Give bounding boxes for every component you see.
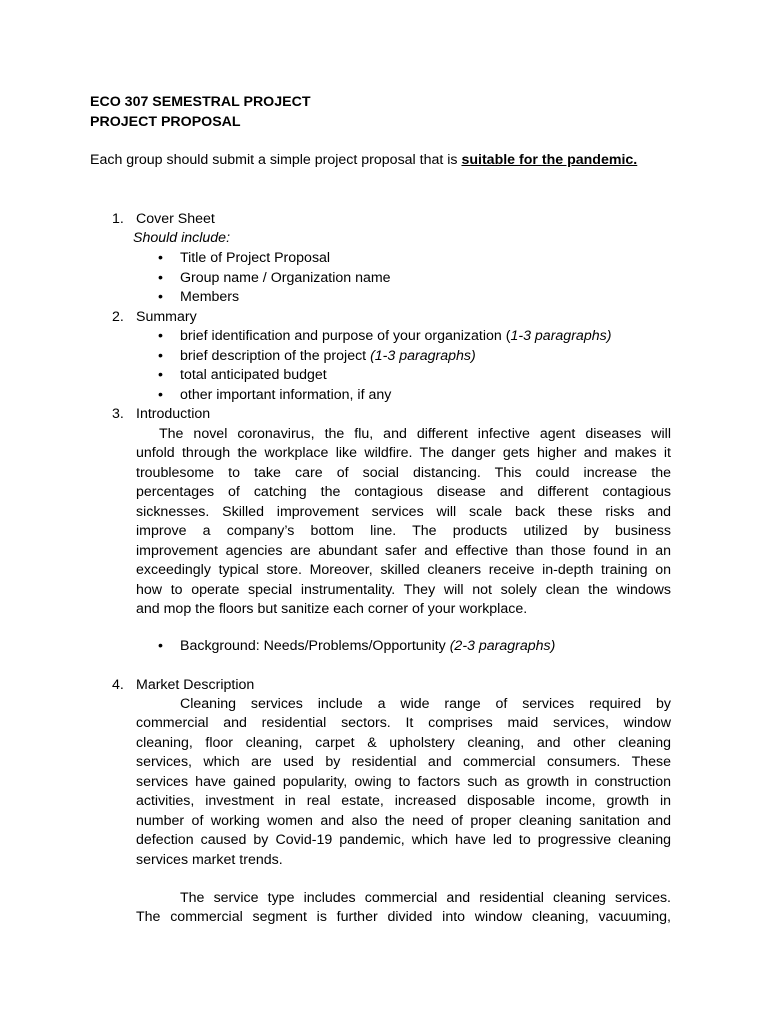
document-title: PROJECT PROPOSAL <box>90 114 241 130</box>
bullet-icon: • <box>158 348 163 364</box>
section-1-label: Cover Sheet <box>136 211 215 227</box>
list-item: total anticipated budget <box>180 367 327 383</box>
list-item: other important information, if any <box>180 387 392 403</box>
list-item: Background: Needs/Problems/Opportunity (2-3 paragraphs) <box>180 638 556 654</box>
list-item: Group name / Organization name <box>180 270 391 286</box>
bullet-icon: • <box>158 328 163 344</box>
list-item: Members <box>180 289 240 305</box>
section-2-label: Summary <box>136 309 197 325</box>
section-3-number: 3. <box>112 406 124 422</box>
list-item: brief identification and purpose of your organization (1-3 paragraphs) <box>180 328 612 344</box>
section-4-number: 4. <box>112 677 124 693</box>
section-3-label: Introduction <box>136 406 211 422</box>
bullet-icon: • <box>158 387 163 403</box>
course-heading: ECO 307 SEMESTRAL PROJECT <box>90 94 311 110</box>
bullet-icon: • <box>158 367 163 383</box>
intro-text: Each group should submit a simple project proposal that is <box>90 152 462 168</box>
market-paragraph-2: The service type includes commercial and residential cleaning services. The commercial segment is further divided into window cleaning, vacuuming, <box>136 890 671 926</box>
list-item: brief description of the project (1-3 paragraphs) <box>180 348 476 364</box>
introduction-paragraph: The novel coronavirus, the flu, and different infective agent diseases will unfold through the workplace like wildfire. The danger gets higher and makes it troublesome to take care of social distancing. This could increase the percentages of catching the contagious disease and different contagious sicknesses. Skilled improvement services will scale back these risks and improve a company’s bottom line. The products utilized by business improvement agencies are abundant safer and effective than those found in an exceedingly typical store. Moreover, skilled cleaners receive in-depth training on how to operate special instrumentality. They will not solely clean the windows and mop the floors but sanitize each corner of your workplace. <box>136 426 671 618</box>
bullet-icon: • <box>158 250 163 266</box>
section-2-number: 2. <box>112 309 124 325</box>
section-1-number: 1. <box>112 211 124 227</box>
section-4-label: Market Description <box>136 677 255 693</box>
intro-emphasis: suitable for the pandemic. <box>461 152 638 168</box>
bullet-icon: • <box>158 270 163 286</box>
section-1-sublabel: Should include: <box>133 230 231 246</box>
bullet-icon: • <box>158 289 163 305</box>
market-paragraph: Cleaning services include a wide range of services required by commercial and residential sectors. It comprises maid services, window cleaning, floor cleaning, carpet & upholstery cleaning, and other cleaning services, which are used by residential and commercial consumers. These services have gained popularity, owing to factors such as growth in construction activities, investment in real estate, increased disposable income, growth in number of working women and also the need of proper cleaning sanitation and defection caused by Covid-19 pandemic, which have led to progressive cleaning services market trends. <box>136 696 671 868</box>
intro-paragraph <box>90 151 672 171</box>
bullet-icon: • <box>158 638 163 654</box>
list-item: Title of Project Proposal <box>180 250 331 266</box>
